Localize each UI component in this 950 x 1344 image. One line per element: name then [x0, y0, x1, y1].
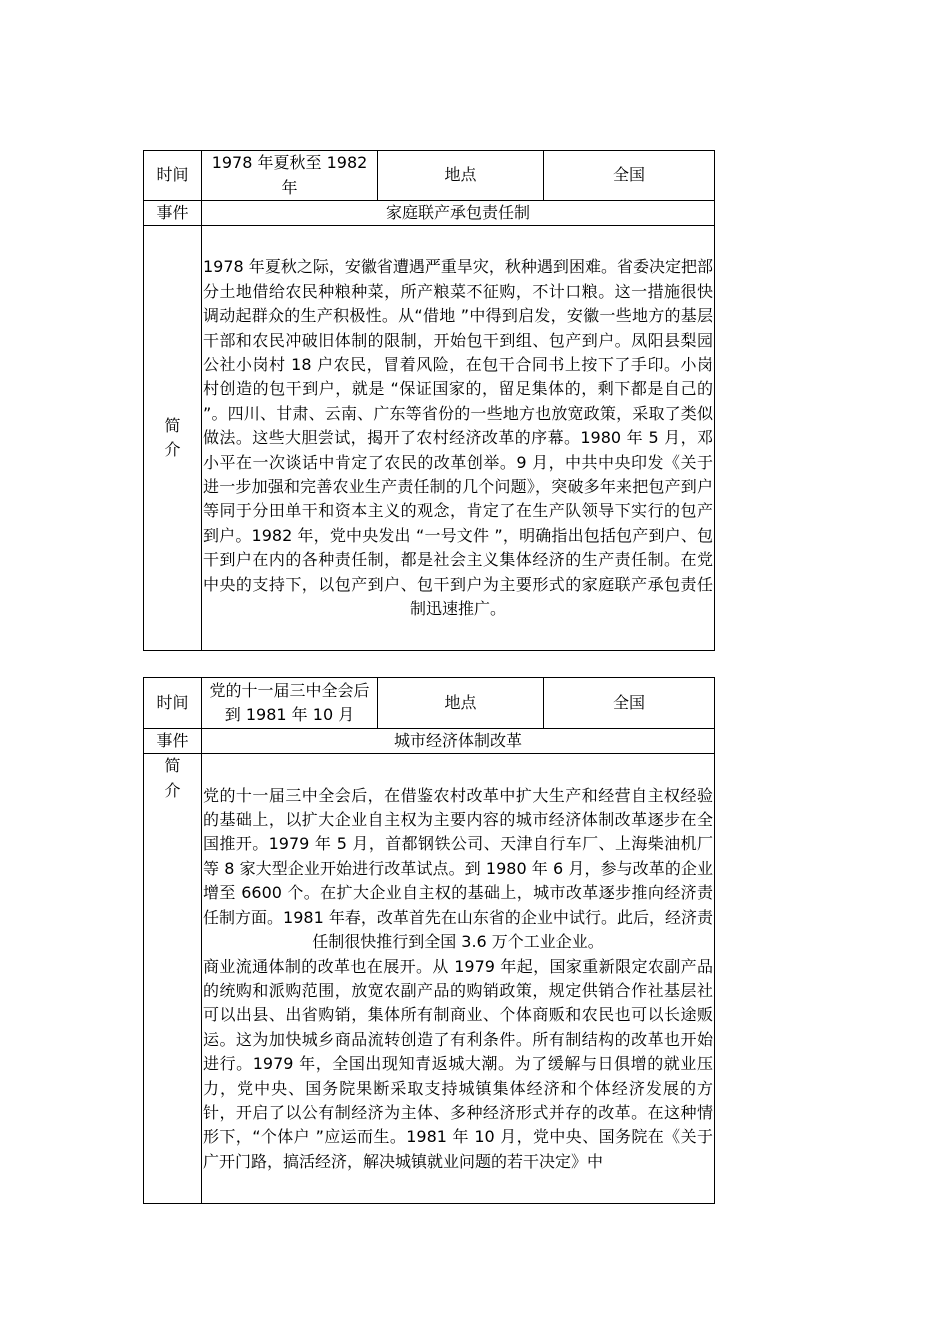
intro-text	[202, 226, 715, 651]
intro-label-char-2: 介	[164, 780, 181, 800]
intro-paragraph: 商业流通体制的改革也在展开。从 1979 年起，国家重新限定农副产品的统购和派购范围，放宽农副产品的购销政策，规定供销合作社基层社可以出县、出省购销，集体所有制商业、个体商贩和农民也可以长途贩运。这为加快城乡商品流转创造了有利条件。所有制结构的改革也开始进行。1979 年，全国出现知青返城大潮。为了缓解与日俱增的就业压力，党中央、国务院果断采取支持城镇集体经济和个体经济发展的方针，开启了以公有制经济为主体、多种经济形式并存的改革。在这种情形下，“个体户 ”应运而生。1981 年 10 月，党中央、国务院在《关于广开门路，搞活经济，解决城镇就业问题的若干决定》中	[203, 956, 713, 1171]
time-label: 时间	[144, 151, 202, 201]
time-label: 时间	[144, 678, 202, 729]
place-label: 地点	[378, 678, 544, 729]
time-value: 党的十一届三中全会后到 1981 年 10 月	[202, 678, 378, 729]
place-value: 全国	[544, 678, 715, 729]
intro-label-char-2: 介	[164, 440, 181, 460]
event-table-2	[143, 677, 715, 1204]
time-value: 1978 年夏秋至 1982 年	[202, 151, 378, 201]
intro-paragraph: 1978 年夏秋之际，安徽省遭遇严重旱灾，秋种遇到困难。省委决定把部分土地借给农民种粮种菜，所产粮菜不征购，不计口粮。这一措施很快调动起群众的生产积极性。从“借地 ”中得到启发，安徽一些地方的基层干部和农民冲破旧体制的限制，开始包干到组、包产到户。凤阳县梨园公社小岗村 18 户农民，冒着风险，在包干合同书上按下了手印。小岗村创造的包干到户，就是 “保证国家的，留足集体的，剩下都是自己的 ”。四川、甘肃、云南、广东等省份的一些地方也放宽政策，采取了类似做法。这些大胆尝试，揭开了农村经济改革的序幕。1980 年 5 月，邓小平在一次谈话中肯定了农民的改革创举。9 月，中共中央印发《关于进一步加强和完善农业生产责任制的几个问题》，突破多年来把包产到户等同于分田单干和资本主义的观念，肯定了在生产队领导下实行的包产到户。1982 年，党中央发出 “一号文件 ”，明确指出包括包产到户、包干到户在内的各种责任制，都是社会主义集体经济的生产责任制。在党中央的支持下，以包产到户、包干到户为主要形式的家庭联产承包责任制迅速推广。	[203, 257, 713, 619]
place-value: 全国	[544, 151, 715, 201]
intro-paragraph: 党的十一届三中全会后，在借鉴农村改革中扩大生产和经营自主权经验的基础上，以扩大企业自主权为主要内容的城市经济体制改革逐步在全国推开。1979 年 5 月，首都钢铁公司、天津自行车厂、上海柴油机厂等 8 家大型企业开始进行改革试点。到 1980 年 6 月，参与改革的企业增至 6600 个。在扩大企业自主权的基础上，城市改革逐步推向经济责任制方面。1981 年春，改革首先在山东省的企业中试行。此后，经济责任制很快推行到全国 3.6 万个工业企业。	[203, 785, 713, 952]
intro-text	[202, 754, 715, 1204]
event-value: 城市经济体制改革	[202, 729, 715, 754]
event-table-1	[143, 150, 715, 651]
place-label: 地点	[378, 151, 544, 201]
intro-label-char-1: 简	[164, 416, 181, 435]
event-label: 事件	[144, 201, 202, 226]
intro-label	[144, 754, 202, 1204]
event-value: 家庭联产承包责任制	[202, 201, 715, 226]
event-label: 事件	[144, 729, 202, 754]
intro-label-char-1: 简	[164, 756, 181, 776]
intro-label	[144, 226, 202, 651]
